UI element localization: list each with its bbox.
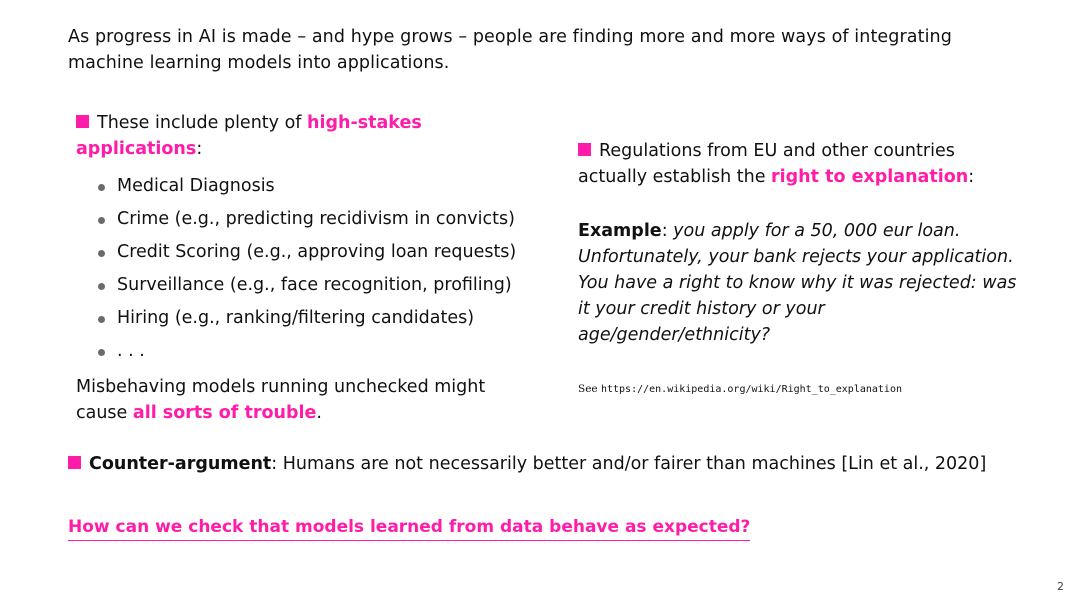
list-item (96, 170, 516, 203)
reg-suffix: : (968, 167, 975, 187)
bullet-dot-icon (98, 217, 105, 224)
list-item-text: Hiring (e.g., ranking/filtering candidates) (117, 308, 475, 328)
high-stakes-section (76, 110, 516, 426)
pink-square-bullet-icon (76, 115, 89, 128)
pink-square-bullet-icon (68, 456, 81, 469)
list-item-text: Surveillance (e.g., face recognition, profiling) (117, 275, 512, 295)
regulations-section (578, 138, 1018, 397)
example-paragraph (578, 218, 1018, 348)
trouble-suffix: . (316, 403, 322, 423)
counter-text: : Humans are not necessarily better and/or fairer than machines [Lin et al., 2020] (271, 454, 987, 474)
list-item (96, 335, 516, 368)
reference-link[interactable]: https://en.wikipedia.org/wiki/Right_to_explanation (600, 384, 902, 395)
bullet-dot-icon (98, 250, 105, 257)
trouble-paragraph (76, 374, 516, 426)
list-item (96, 203, 516, 236)
counter-argument (68, 451, 1028, 477)
intro-paragraph: As progress in AI is made – and hype grows – people are finding more and more ways of integrating machine learning models into applications. (68, 27, 952, 73)
high-stakes-lead (76, 110, 516, 162)
trouble-highlight: all sorts of trouble (132, 403, 317, 423)
key-question: How can we check that models learned from data behave as expected? (68, 515, 750, 541)
see-label: See (578, 383, 601, 395)
list-item-text: Medical Diagnosis (117, 176, 275, 196)
regulations-lead (578, 138, 1018, 190)
list-item-text: Credit Scoring (e.g., approving loan requests) (117, 242, 517, 262)
list-item-text: . . . (117, 341, 145, 361)
list-item (96, 236, 516, 269)
bullet-dot-icon (98, 283, 105, 290)
example-label: Example (578, 221, 662, 241)
bullet-dot-icon (98, 349, 105, 356)
reg-prefix: Regulations from EU and other countries actually establish the (578, 141, 955, 187)
example-text: you apply for a 50, 000 eur loan. Unfortunately, your bank rejects your application. You have a right to know why it was rejected: was it your credit history or your age/gender/ethnicity? (578, 221, 1017, 345)
page-number: 2 (1057, 580, 1064, 593)
reference-note (578, 382, 1018, 397)
list-item (96, 269, 516, 302)
pink-square-bullet-icon (578, 143, 591, 156)
applications-list (76, 170, 516, 368)
reg-highlight: right to explanation (771, 167, 969, 187)
bullet-dot-icon (98, 316, 105, 323)
list-item (96, 302, 516, 335)
bullet-dot-icon (98, 184, 105, 191)
trouble-prefix: Misbehaving models running unchecked might cause (76, 377, 486, 423)
lead-prefix: These include plenty of (97, 113, 307, 133)
counter-label: Counter-argument (89, 454, 272, 474)
lead-suffix: : (196, 139, 203, 159)
lead-highlight: high-stakes applications (76, 113, 422, 159)
example-colon: : (661, 221, 674, 241)
list-item-text: Crime (e.g., predicting recidivism in convicts) (117, 209, 515, 229)
